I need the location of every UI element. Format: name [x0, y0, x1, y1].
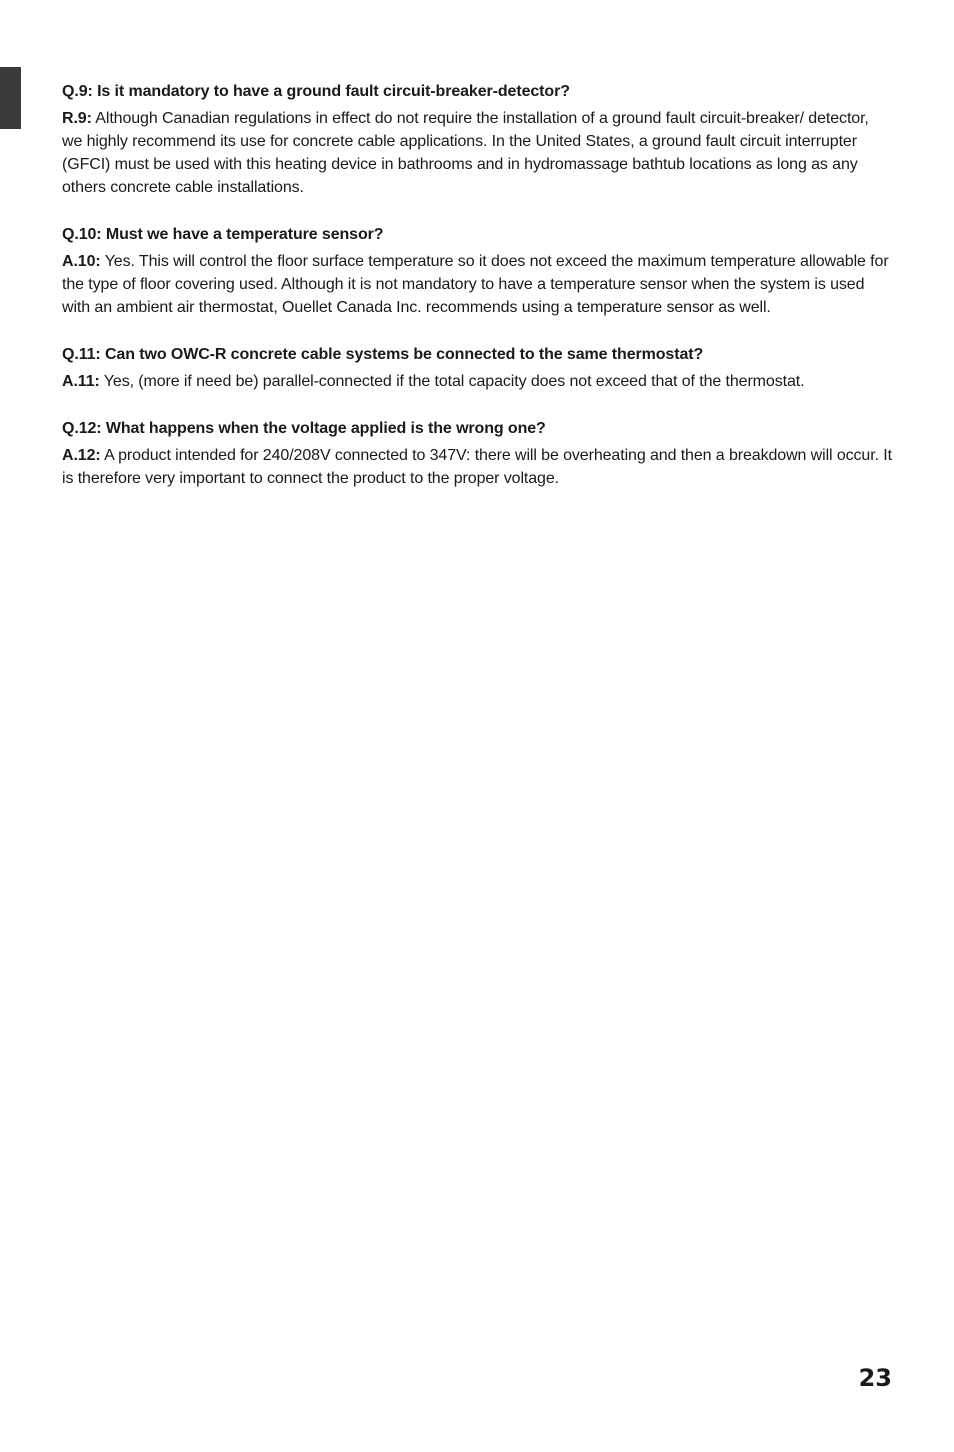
faq-question: Q.10: Must we have a temperature sensor?	[62, 226, 384, 243]
faq-item-q9	[62, 80, 892, 199]
faq-question: Q.9: Is it mandatory to have a ground fault circuit-breaker-detector?	[62, 83, 570, 100]
faq-answer	[62, 250, 892, 319]
faq-item-q11	[62, 343, 892, 393]
faq-content	[62, 80, 892, 514]
faq-answer	[62, 107, 892, 199]
faq-answer	[62, 444, 892, 490]
answer-text: Yes. This will control the floor surface temperature so it does not exceed the maximum temperature allowable for the type of floor covering used. Although it is not mandatory to have a temperature sensor when the system is used with an ambient air thermostat, Ouellet Canada Inc. recommends using a temperature sensor as well.	[62, 253, 889, 316]
faq-item-q12	[62, 417, 892, 490]
faq-question: Q.11: Can two OWC-R concrete cable systems be connected to the same thermostat?	[62, 346, 704, 363]
section-edge-tab	[0, 67, 21, 129]
answer-label: A.12:	[62, 447, 101, 464]
answer-text: Yes, (more if need be) parallel-connected if the total capacity does not exceed that of the thermostat.	[99, 373, 805, 390]
faq-answer	[62, 370, 892, 393]
answer-text: Although Canadian regulations in effect do not require the installation of a ground fault circuit-breaker/ detector, we highly recommend its use for concrete cable applications. In the United States, a ground fault circuit interrupter (GFCI) must be used with this heating device in bathrooms and in hydromassage bathtub locations as long as any others concrete cable installations.	[62, 110, 869, 196]
answer-label: R.9:	[62, 110, 92, 127]
faq-item-q10	[62, 223, 892, 319]
faq-question: Q.12: What happens when the voltage applied is the wrong one?	[62, 420, 546, 437]
answer-label: A.10:	[62, 253, 101, 270]
answer-text: A product intended for 240/208V connected to 347V: there will be overheating and then a breakdown will occur. It is therefore very important to connect the product to the proper voltage.	[62, 447, 892, 487]
answer-label: A.11:	[62, 373, 100, 390]
page-number: 23	[858, 1364, 892, 1392]
